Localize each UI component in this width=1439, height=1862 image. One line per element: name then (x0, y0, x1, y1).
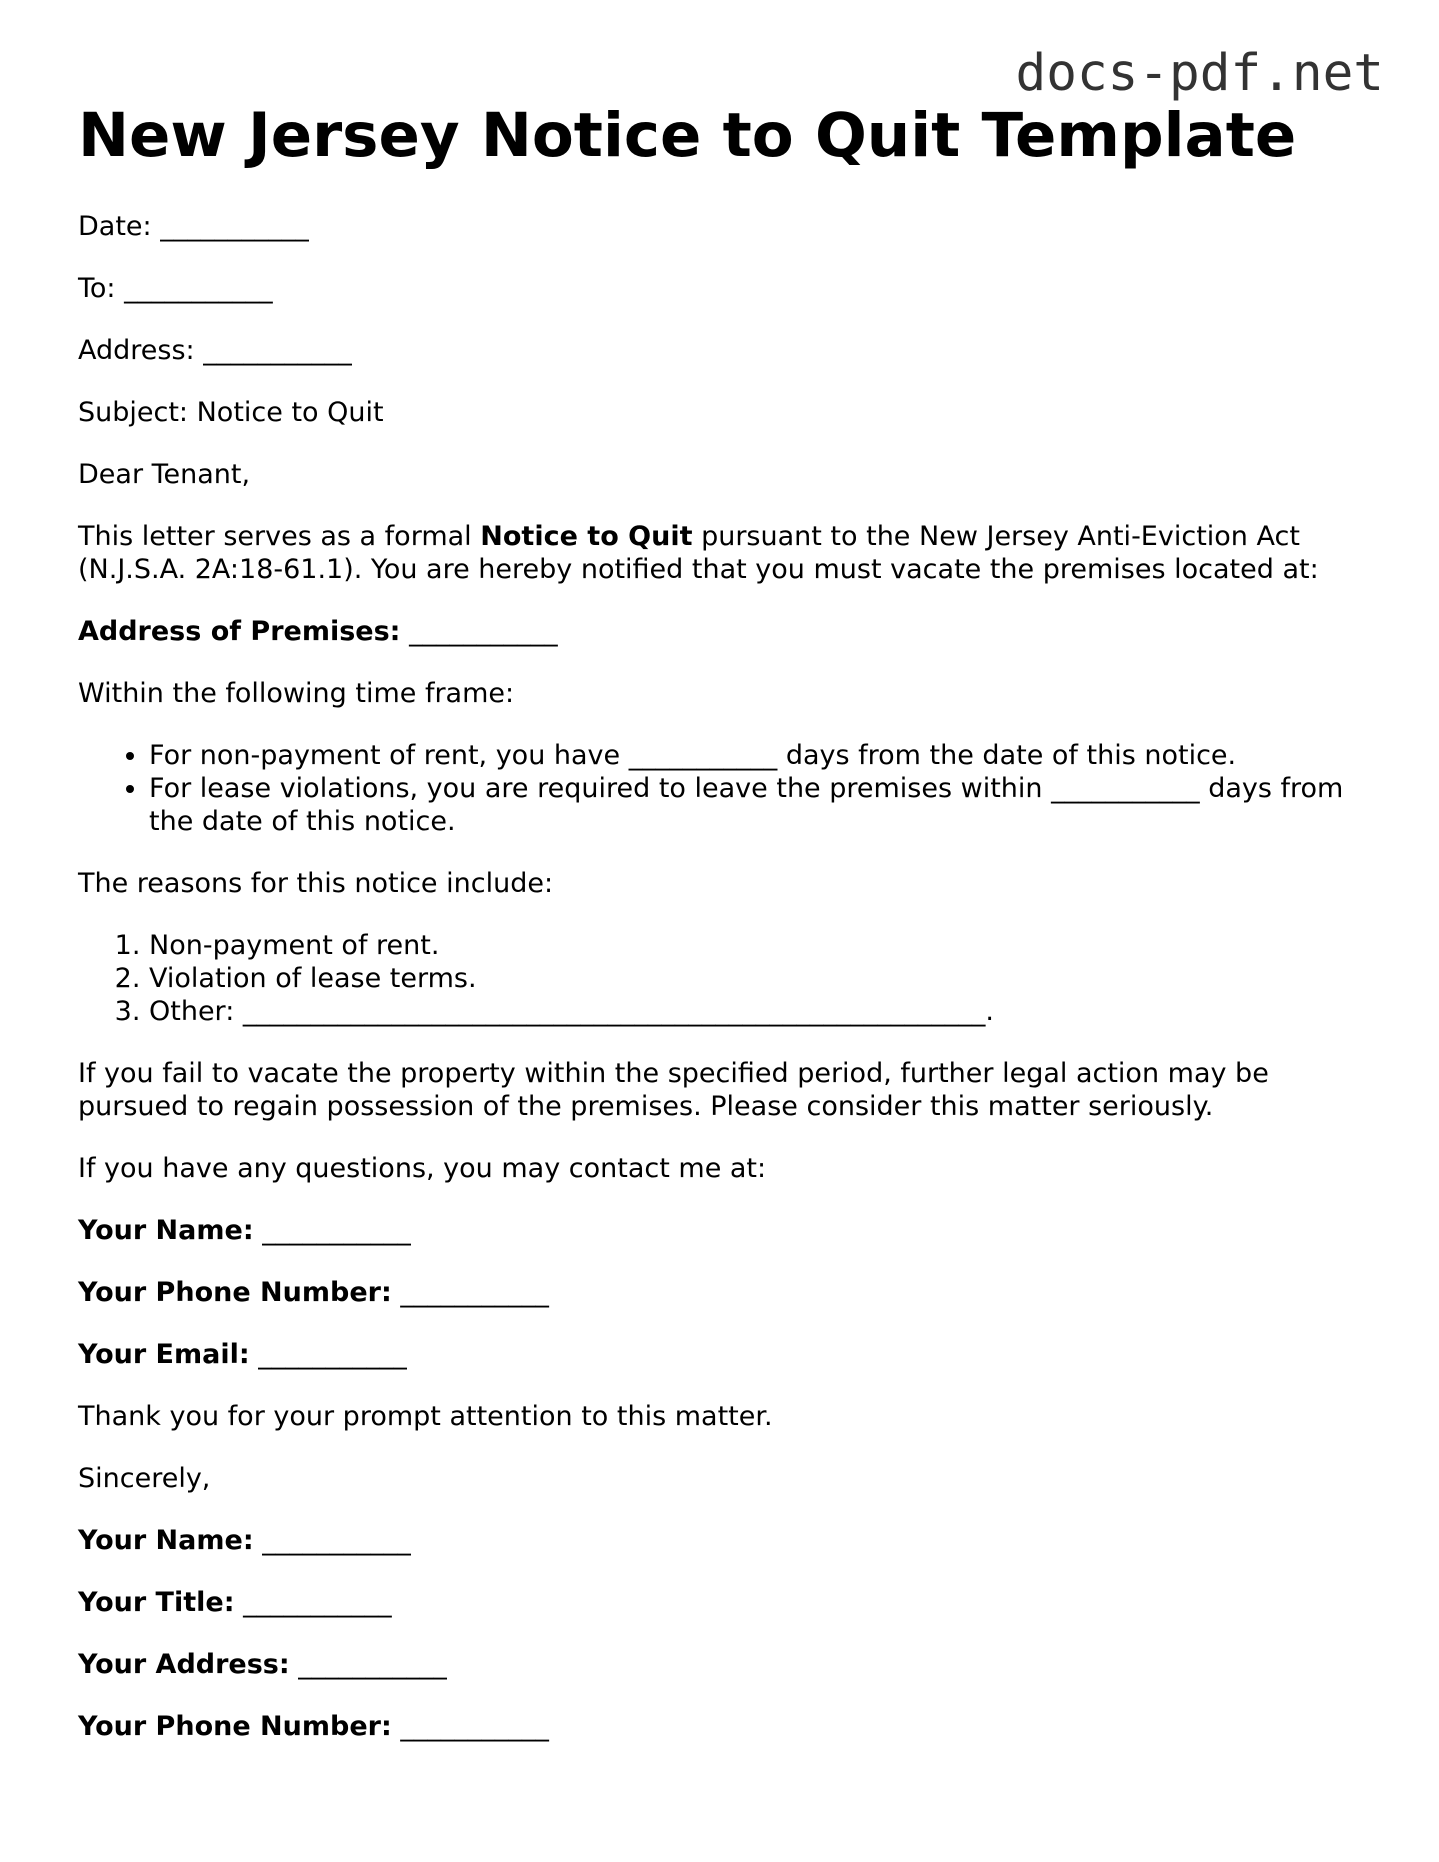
intro-paragraph: This letter serves as a formal Notice to Quit pursuant to the New Jersey Anti-Eviction Act (N.J.S.A. 2A:18-61.1). You are hereby notified that you must vacate the premises located at: (78, 521, 1319, 585)
blank-line: ___________ (400, 1711, 549, 1742)
to-field: To: ___________ (78, 273, 273, 304)
blank-line: ___________ (243, 1587, 392, 1618)
blank-line: ___________ (203, 335, 352, 366)
greeting: Dear Tenant, (78, 459, 251, 490)
blank-line: ___________ (298, 1649, 447, 1680)
signature-phone-field: Your Phone Number: ___________ (78, 1711, 549, 1742)
signature-name-field: Your Name: ___________ (78, 1525, 411, 1556)
list-item: • For lease violations, you are required to leave the premises within ___________ days from the date of this notice. (149, 772, 1368, 838)
reasons-list (78, 929, 1368, 1028)
document-page (78, 100, 1368, 1772)
reasons-intro: The reasons for this notice include: (78, 868, 554, 899)
blank-line: ___________ (1051, 773, 1200, 804)
signature-title-field: Your Title: ___________ (78, 1587, 392, 1618)
timeframe-list (78, 739, 1368, 838)
premises-field: Address of Premises: ___________ (78, 616, 558, 647)
contact-name-field: Your Name: ___________ (78, 1215, 411, 1246)
blank-line: ___________ (262, 1215, 411, 1246)
blank-line: ___________ (124, 273, 273, 304)
blank-line: ___________ (160, 211, 309, 242)
signature-address-field: Your Address: ___________ (78, 1649, 447, 1680)
blank-line: _______________________________________________________ (242, 996, 986, 1027)
closing-line: Sincerely, (78, 1463, 211, 1494)
list-item: 1. Non-payment of rent. (149, 929, 1368, 962)
subject-line: Subject: Notice to Quit (78, 397, 384, 428)
date-field: Date: ___________ (78, 211, 309, 242)
blank-line: ___________ (409, 616, 558, 647)
watermark: docs-pdf.net (1015, 44, 1384, 103)
address-field: Address: ___________ (78, 335, 352, 366)
timeframe-intro: Within the following time frame: (78, 678, 515, 709)
list-item: 2. Violation of lease terms. (149, 962, 1368, 995)
warning-paragraph: If you fail to vacate the property within the specified period, further legal action may be pursued to regain possession of the premises. Please consider this matter seriously. (78, 1058, 1269, 1122)
contact-phone-field: Your Phone Number: ___________ (78, 1277, 549, 1308)
blank-line: ___________ (628, 740, 778, 771)
contact-intro: If you have any questions, you may contact me at: (78, 1153, 767, 1184)
blank-line: ___________ (258, 1339, 407, 1370)
contact-email-field: Your Email: ___________ (78, 1339, 407, 1370)
blank-line: ___________ (400, 1277, 549, 1308)
list-item: 3. Other: _______________________________________________________. (149, 995, 1368, 1028)
blank-line: ___________ (262, 1525, 411, 1556)
list-item: • For non-payment of rent, you have ___________ days from the date of this notice. (149, 739, 1368, 772)
document-title: New Jersey Notice to Quit Template (78, 100, 1297, 171)
thanks-line: Thank you for your prompt attention to this matter. (78, 1401, 773, 1432)
